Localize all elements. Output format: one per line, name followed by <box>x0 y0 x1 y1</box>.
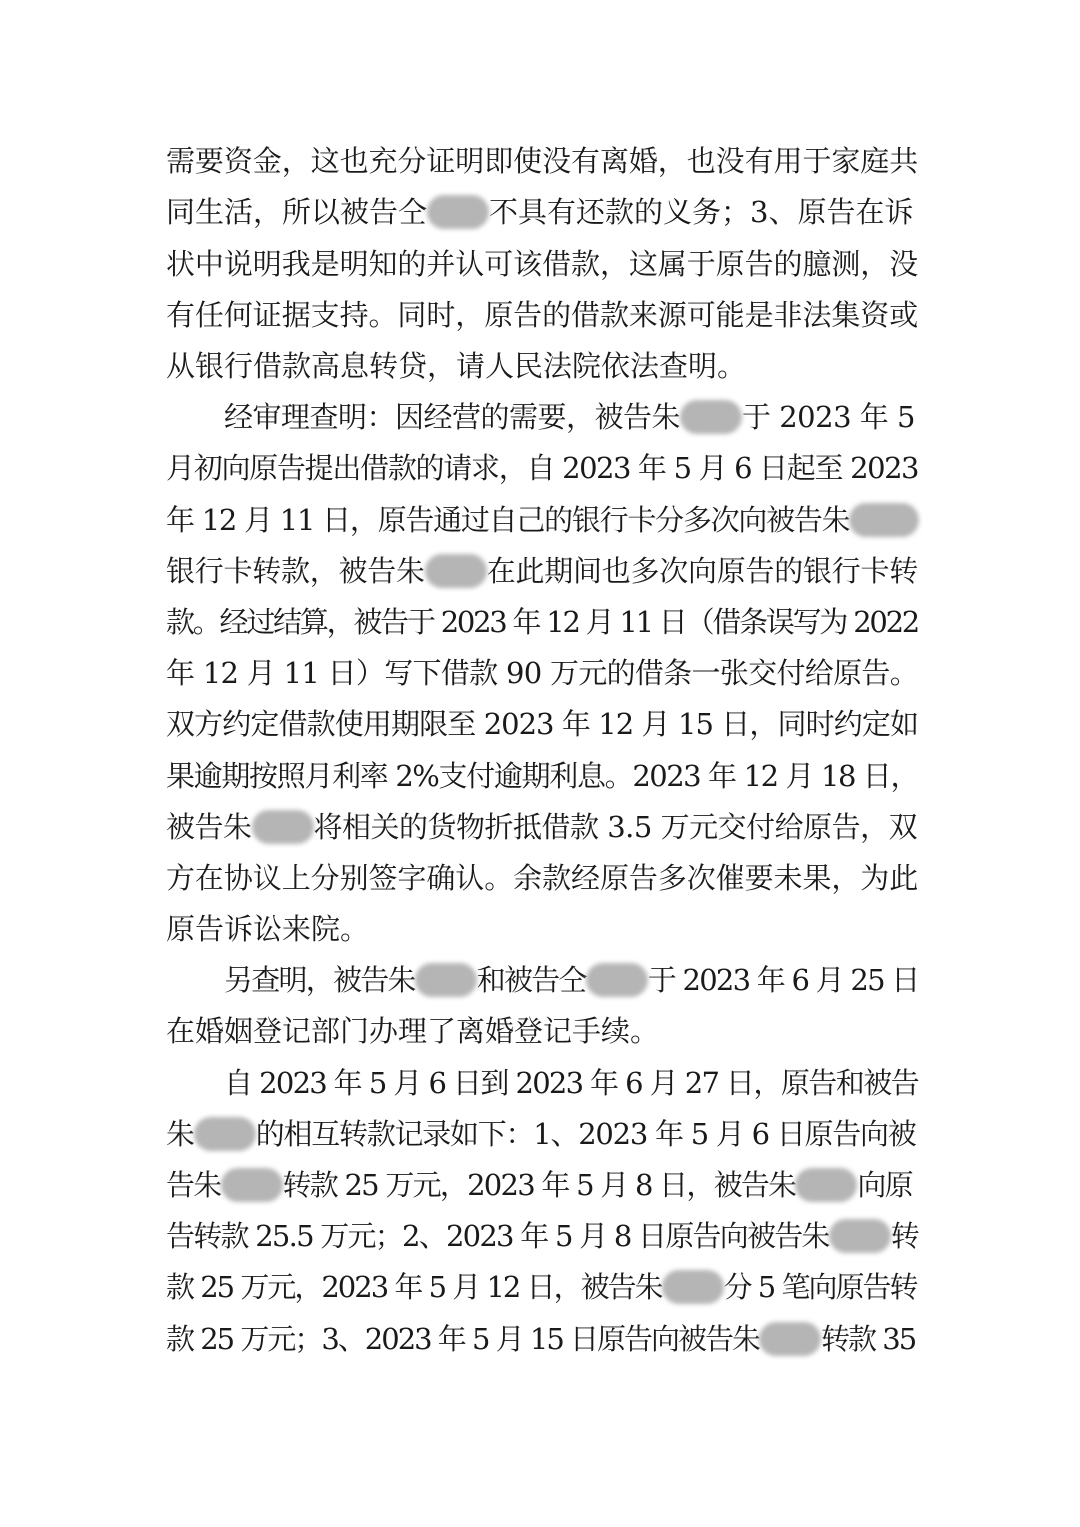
text-run: 从银行借款高息转贷，请人民法院依法查明。 <box>166 349 747 383</box>
text-run: 年 12 月 11 日，原告通过自己的银行卡分多次向被告朱 <box>166 503 850 537</box>
text-run: 月初向原告提出借款的请求，自 2023 年 5 月 6 日起至 2023 <box>166 451 918 485</box>
text-run: 在此期间也多次向原告的银行卡转 <box>486 554 919 588</box>
text-line <box>224 391 918 443</box>
text-run: 告转款 25.5 万元；2、2023 年 5 月 8 日原告向被告朱 <box>166 1219 829 1253</box>
text-line <box>166 1005 918 1057</box>
text-line <box>166 698 918 750</box>
text-run: 于 2023 年 6 月 25 日 <box>647 963 919 997</box>
text-run: 银行卡转款，被告朱 <box>166 554 425 588</box>
text-line <box>166 1108 918 1160</box>
redaction-mark <box>680 400 742 434</box>
text-run: 的相互转款记录如下：1、2023 年 5 月 6 日原告向被 <box>255 1117 916 1151</box>
text-run: 告朱 <box>166 1168 221 1202</box>
text-run: 自 2023 年 5 月 6 日到 2023 年 6 月 27 日，原告和被告 <box>224 1066 918 1100</box>
text-line <box>166 289 918 341</box>
text-line <box>224 1057 918 1109</box>
redaction-mark <box>586 963 648 997</box>
text-run: 款 25 万元；3、2023 年 5 月 15 日原告向被告朱 <box>166 1322 760 1356</box>
text-run: 转款 35 <box>821 1322 916 1356</box>
text-run: 经审理查明：因经营的需要，被告朱 <box>224 400 681 434</box>
text-run: 状中说明我是明知的并认可该借款，这属于原告的臆测，没 <box>166 247 918 281</box>
text-run: 被告朱 <box>166 810 252 844</box>
text-run: 于 2023 年 5 <box>742 400 915 434</box>
text-run: 同生活，所以被告仝 <box>166 195 428 229</box>
text-line <box>166 1313 918 1365</box>
text-run: 将相关的货物折抵借款 3.5 万元交付给原告，双 <box>313 810 918 844</box>
text-run: 在婚姻登记部门办理了离婚登记手续。 <box>166 1014 660 1048</box>
text-run: 分 5 笔向原告转 <box>723 1270 917 1304</box>
text-line <box>166 238 918 290</box>
text-line <box>166 545 918 597</box>
text-line <box>166 442 918 494</box>
text-run: 转 <box>890 1219 919 1253</box>
redaction-mark <box>795 1168 857 1202</box>
text-line <box>166 801 918 853</box>
redaction-mark <box>427 195 489 229</box>
text-run: 向原 <box>857 1168 912 1202</box>
redaction-mark <box>425 554 487 588</box>
text-line <box>166 852 918 904</box>
text-run: 果逾期按照月利率 2%支付逾期利息。2023 年 12 月 18 日， <box>166 759 918 793</box>
text-line <box>166 494 918 546</box>
text-line <box>166 1159 918 1211</box>
redaction-mark <box>252 810 314 844</box>
redaction-mark <box>829 1219 891 1253</box>
text-run: 转款 25 万元，2023 年 5 月 8 日，被告朱 <box>282 1168 796 1202</box>
text-run: 款 25 万元，2023 年 5 月 12 日，被告朱 <box>166 1270 662 1304</box>
redaction-mark <box>662 1270 724 1304</box>
text-line <box>166 903 918 955</box>
text-run: 双方约定借款使用期限至 2023 年 12 月 15 日，同时约定如 <box>166 707 918 741</box>
text-run: 方在协议上分别签字确认。余款经原告多次催要未果，为此 <box>166 861 918 895</box>
text-line <box>166 596 918 648</box>
text-line <box>166 750 918 802</box>
text-run: 款。经过结算，被告于 2023 年 12 月 11 日（借条误写为 2022 <box>166 605 918 639</box>
redaction-mark <box>849 503 919 537</box>
text-line <box>166 1261 918 1313</box>
redaction-mark <box>415 963 477 997</box>
text-run: 朱 <box>166 1117 194 1151</box>
text-line <box>166 186 918 238</box>
text-run: 不具有还款的义务；3、原告在诉 <box>489 195 914 229</box>
text-line <box>166 340 918 392</box>
text-run: 年 12 月 11 日）写下借款 90 万元的借条一张交付给原告。 <box>166 656 918 690</box>
text-run: 需要资金，这也充分证明即使没有离婚，也没有用于家庭共 <box>166 144 918 178</box>
text-line <box>224 954 918 1006</box>
text-run: 另查明，被告朱 <box>224 963 415 997</box>
text-run: 有任何证据支持。同时，原告的借款来源可能是非法集资或 <box>166 298 918 332</box>
redaction-mark <box>221 1168 283 1202</box>
text-run: 原告诉讼来院。 <box>166 912 370 946</box>
text-line <box>166 1210 918 1262</box>
text-line <box>166 135 918 187</box>
text-run: 和被告仝 <box>476 963 586 997</box>
text-line <box>166 647 918 699</box>
redaction-mark <box>759 1322 821 1356</box>
redaction-mark <box>194 1117 256 1151</box>
